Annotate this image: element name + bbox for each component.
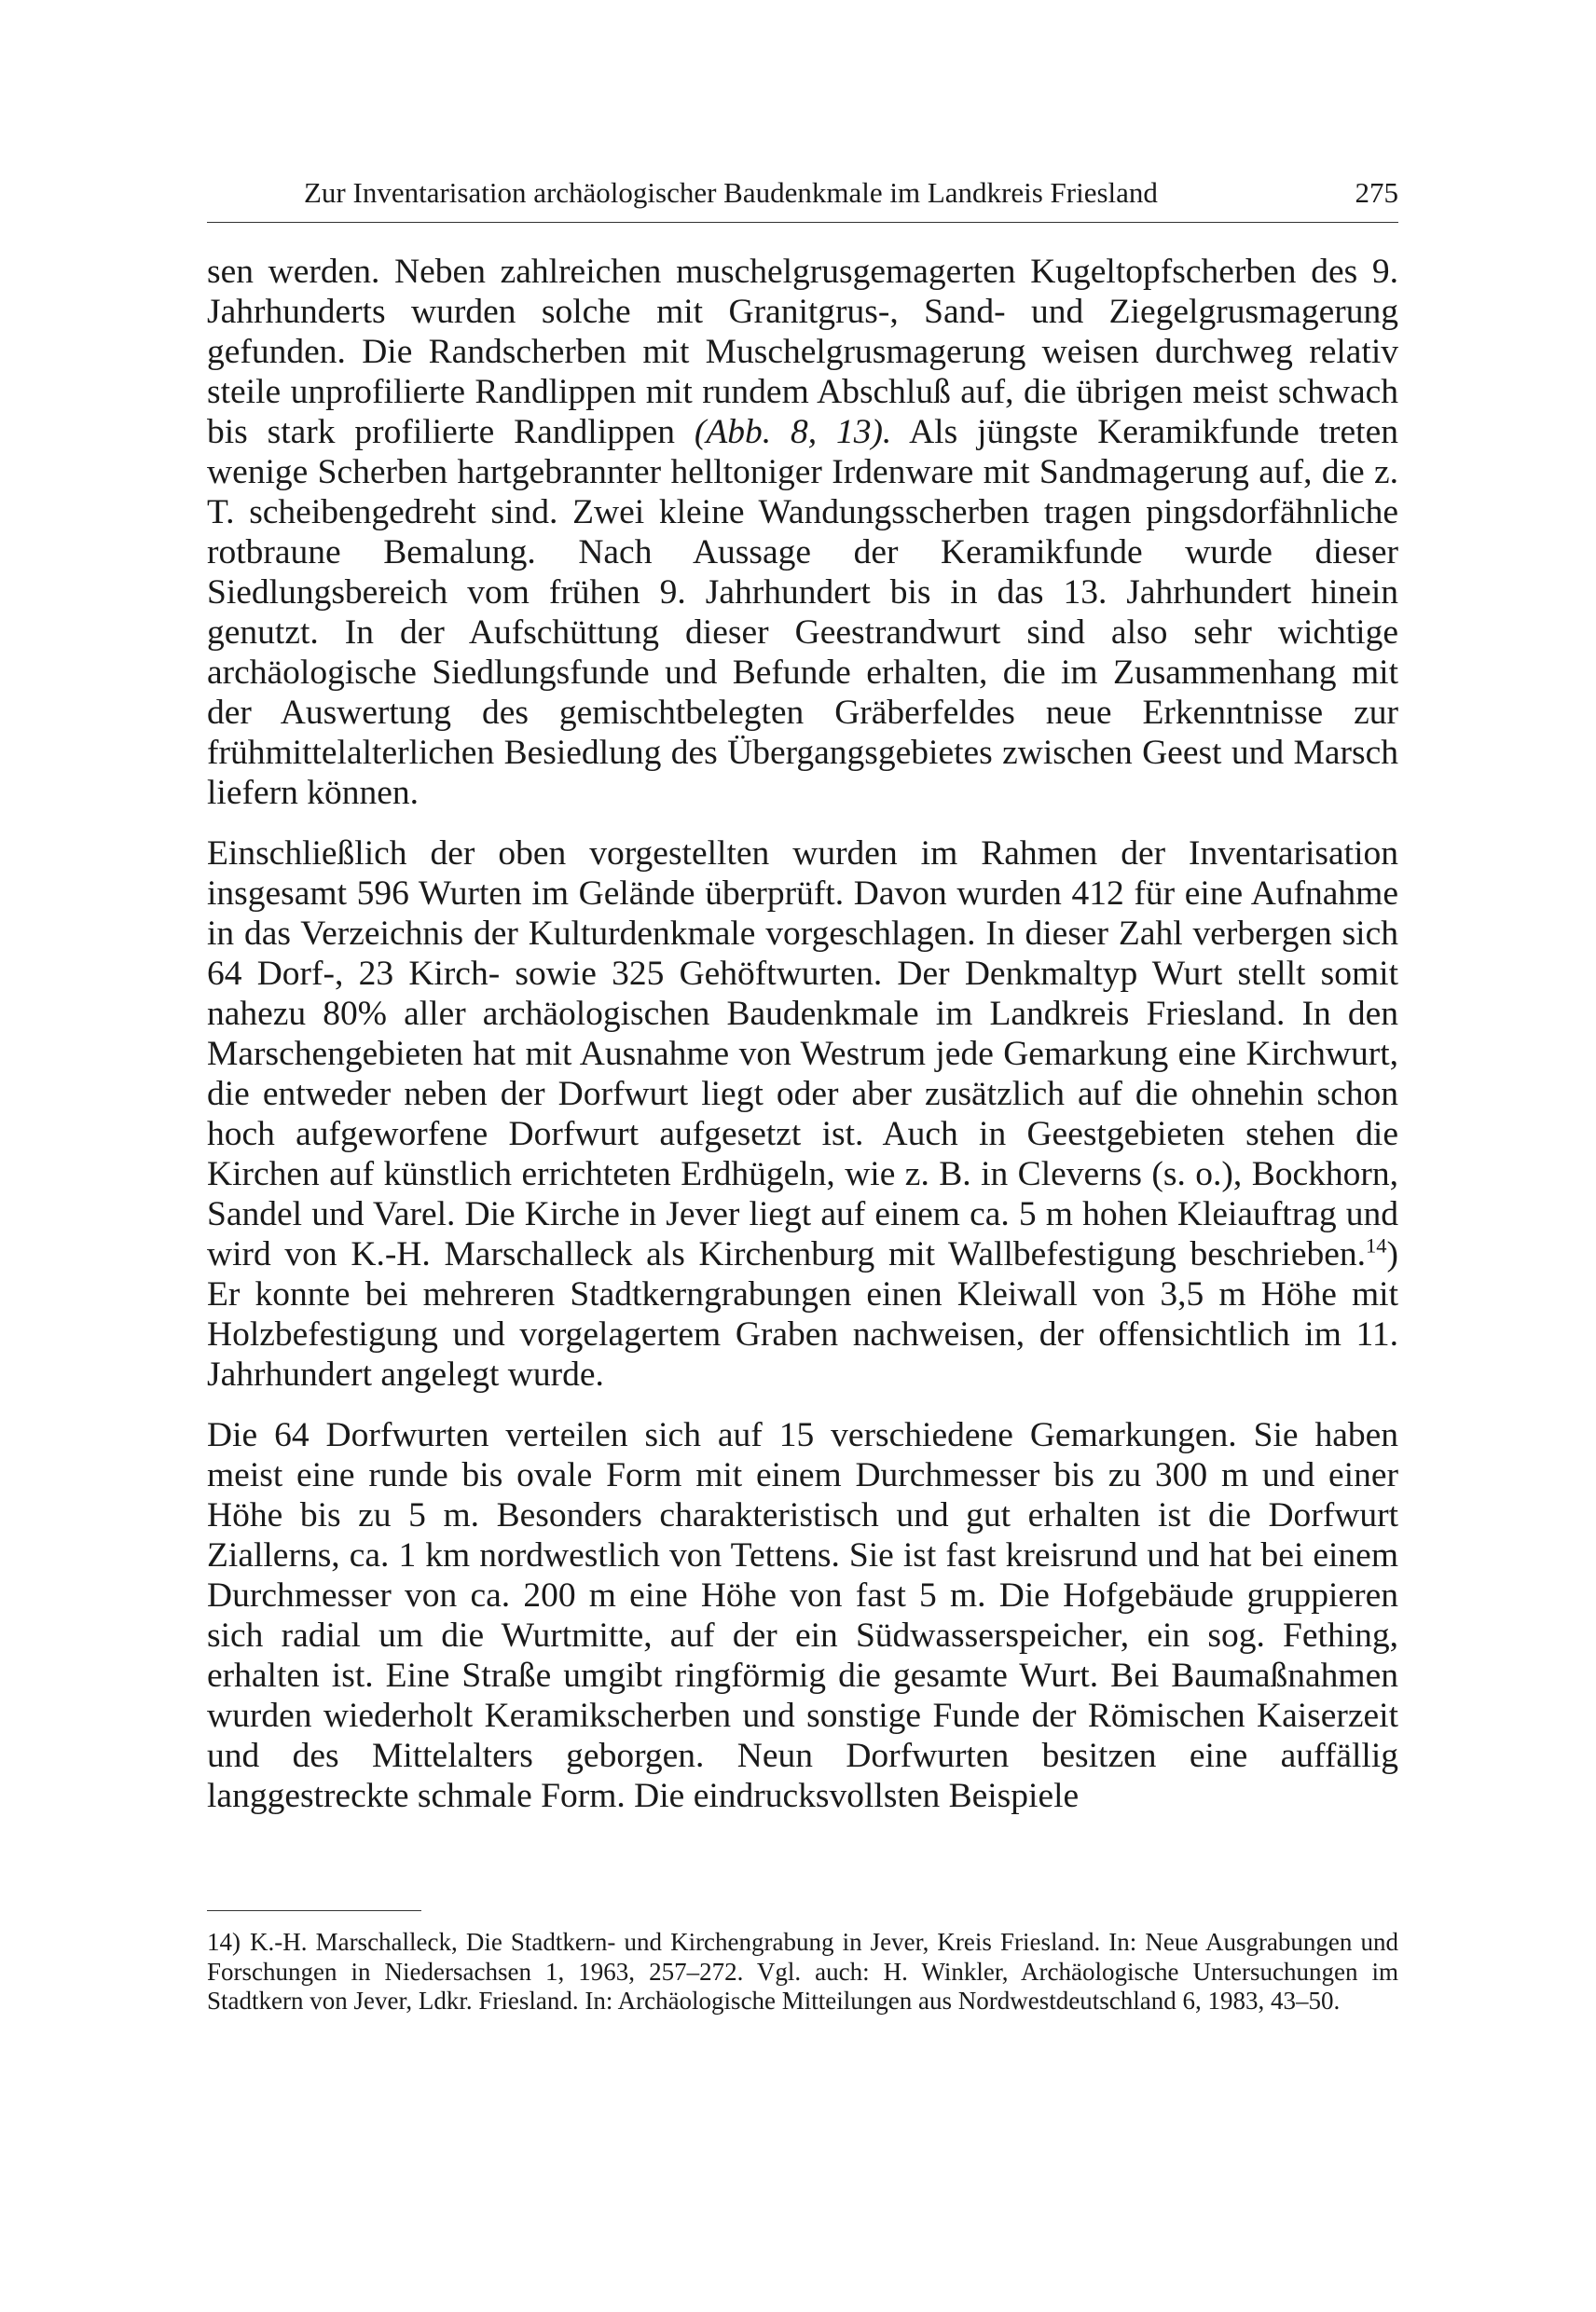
figure-reference: (Abb. 8, 13). <box>694 413 892 451</box>
paragraph-1 <box>207 252 1398 813</box>
body-text <box>207 252 1398 1837</box>
footnote-reference: 14 <box>1366 1233 1387 1258</box>
running-head-title: Zur Inventarisation archäologischer Baudenkmale im Landkreis Friesland <box>304 176 1158 209</box>
footnote-mark: 14) <box>207 1928 241 1956</box>
paragraph-3 <box>207 1415 1398 1816</box>
footnote-rule <box>207 1910 421 1911</box>
paragraph-1-text-continued: Als jüngste Keramikfunde treten wenige Scherben hartgebrannter helltoniger Irdenware mit Sandmagerung auf, die z. T. scheibengedreht sind. Zwei kleine Wandungsscherben tragen pingsdorfähnliche rotbraune Bemalung. Nach Aussage der Keramikfunde wurde dieser Siedlungsbereich vom frühen 9. Jahrhundert bis in das 13. Jahrhundert hinein genutzt. In der Aufschüttung dieser Geestrandwurt sind also sehr wichtige archäologische Siedlungsfunde und Befunde erhalten, die im Zusammenhang mit der Auswertung des gemischtbelegten Gräberfeldes neue Erkenntnisse zur frühmittelalterlichen Besiedlung des Übergangsgebietes zwischen Geest und Marsch liefern können. <box>207 413 1398 812</box>
paragraph-2 <box>207 833 1398 1395</box>
footnote <box>207 1928 1398 2016</box>
running-head <box>207 170 1398 216</box>
header-rule <box>207 222 1398 223</box>
footnote-text: K.-H. Marschalleck, Die Stadtkern- und Kirchengrabung in Jever, Kreis Friesland. In: Neue Ausgrabungen und Forschungen in Niedersachsen 1, 1963, 257–272. Vgl. auch: H. Winkler, Archäologische Untersuchungen im Stadtkern von Jever, Ldkr. Friesland. In: Archäologische Mitteilungen aus Nordwestdeutschland 6, 1983, 43–50. <box>207 1928 1398 2015</box>
paragraph-3-text: Die 64 Dorfwurten verteilen sich auf 15 verschiedene Gemarkungen. Sie haben meist eine runde bis ovale Form mit einem Durchmesser bis zu 300 m und einer Höhe bis zu 5 m. Besonders charakteristisch und gut erhalten ist die Dorfwurt Ziallerns, ca. 1 km nordwestlich von Tettens. Sie ist fast kreisrund und hat bei einem Durchmesser von ca. 200 m eine Höhe von fast 5 m. Die Hofgebäude gruppieren sich radial um die Wurtmitte, auf der ein Südwasserspeicher, ein sog. Fething, erhalten ist. Eine Straße umgibt ringförmig die gesamte Wurt. Bei Baumaßnahmen wurden wiederholt Keramikscherben und sonstige Funde der Römischen Kaiserzeit und des Mittelalters geborgen. Neun Dorfwurten besitzen eine auffällig langgestreckte schmale Form. Die eindrucksvollsten Beispiele <box>207 1416 1398 1815</box>
paragraph-2-text-continued: ) Er konnte bei mehreren Stadtkerngrabungen einen Kleiwall von 3,5 m Höhe mit Holzbefestigung und vorgelagertem Graben nachweisen, der offensichtlich im 11. Jahrhundert angelegt wurde. <box>207 1235 1398 1394</box>
paragraph-2-text: Einschließlich der oben vorgestellten wurden im Rahmen der Inventarisation insgesamt 596 Wurten im Gelände überprüft. Davon wurden 412 für eine Aufnahme in das Verzeichnis der Kulturdenkmale vorgeschlagen. In dieser Zahl verbergen sich 64 Dorf-, 23 Kirch- sowie 325 Gehöftwurten. Der Denkmaltyp Wurt stellt somit nahezu 80% aller archäologischen Baudenkmale im Landkreis Friesland. In den Marschengebieten hat mit Ausnahme von Westrum jede Gemarkung eine Kirchwurt, die entweder neben der Dorfwurt liegt oder aber zusätzlich auf die ohnehin schon hoch aufgeworfene Dorfwurt aufgesetzt ist. Auch in Geestgebieten stehen die Kirchen auf künstlich errichteten Erdhügeln, wie z. B. in Cleverns (s. o.), Bockhorn, Sandel und Varel. Die Kirche in Jever liegt auf einem ca. 5 m hohen Kleiauftrag und wird von K.-H. Marschalleck als Kirchenburg mit Wallbefestigung beschrieben. <box>207 834 1398 1273</box>
paragraph-1-text: sen werden. Neben zahlreichen muschelgrusgemagerten Kugeltopfscherben des 9. Jahrhunderts wurden solche mit Granitgrus-, Sand- und Ziegelgrusmagerung gefunden. Die Randscherben mit Muschelgrusmagerung weisen durchweg relativ steile unprofilierte Randlippen mit rundem Abschluß auf, die übrigen meist schwach bis stark profilierte Randlippen <box>207 253 1398 451</box>
page-number: 275 <box>1355 176 1398 209</box>
